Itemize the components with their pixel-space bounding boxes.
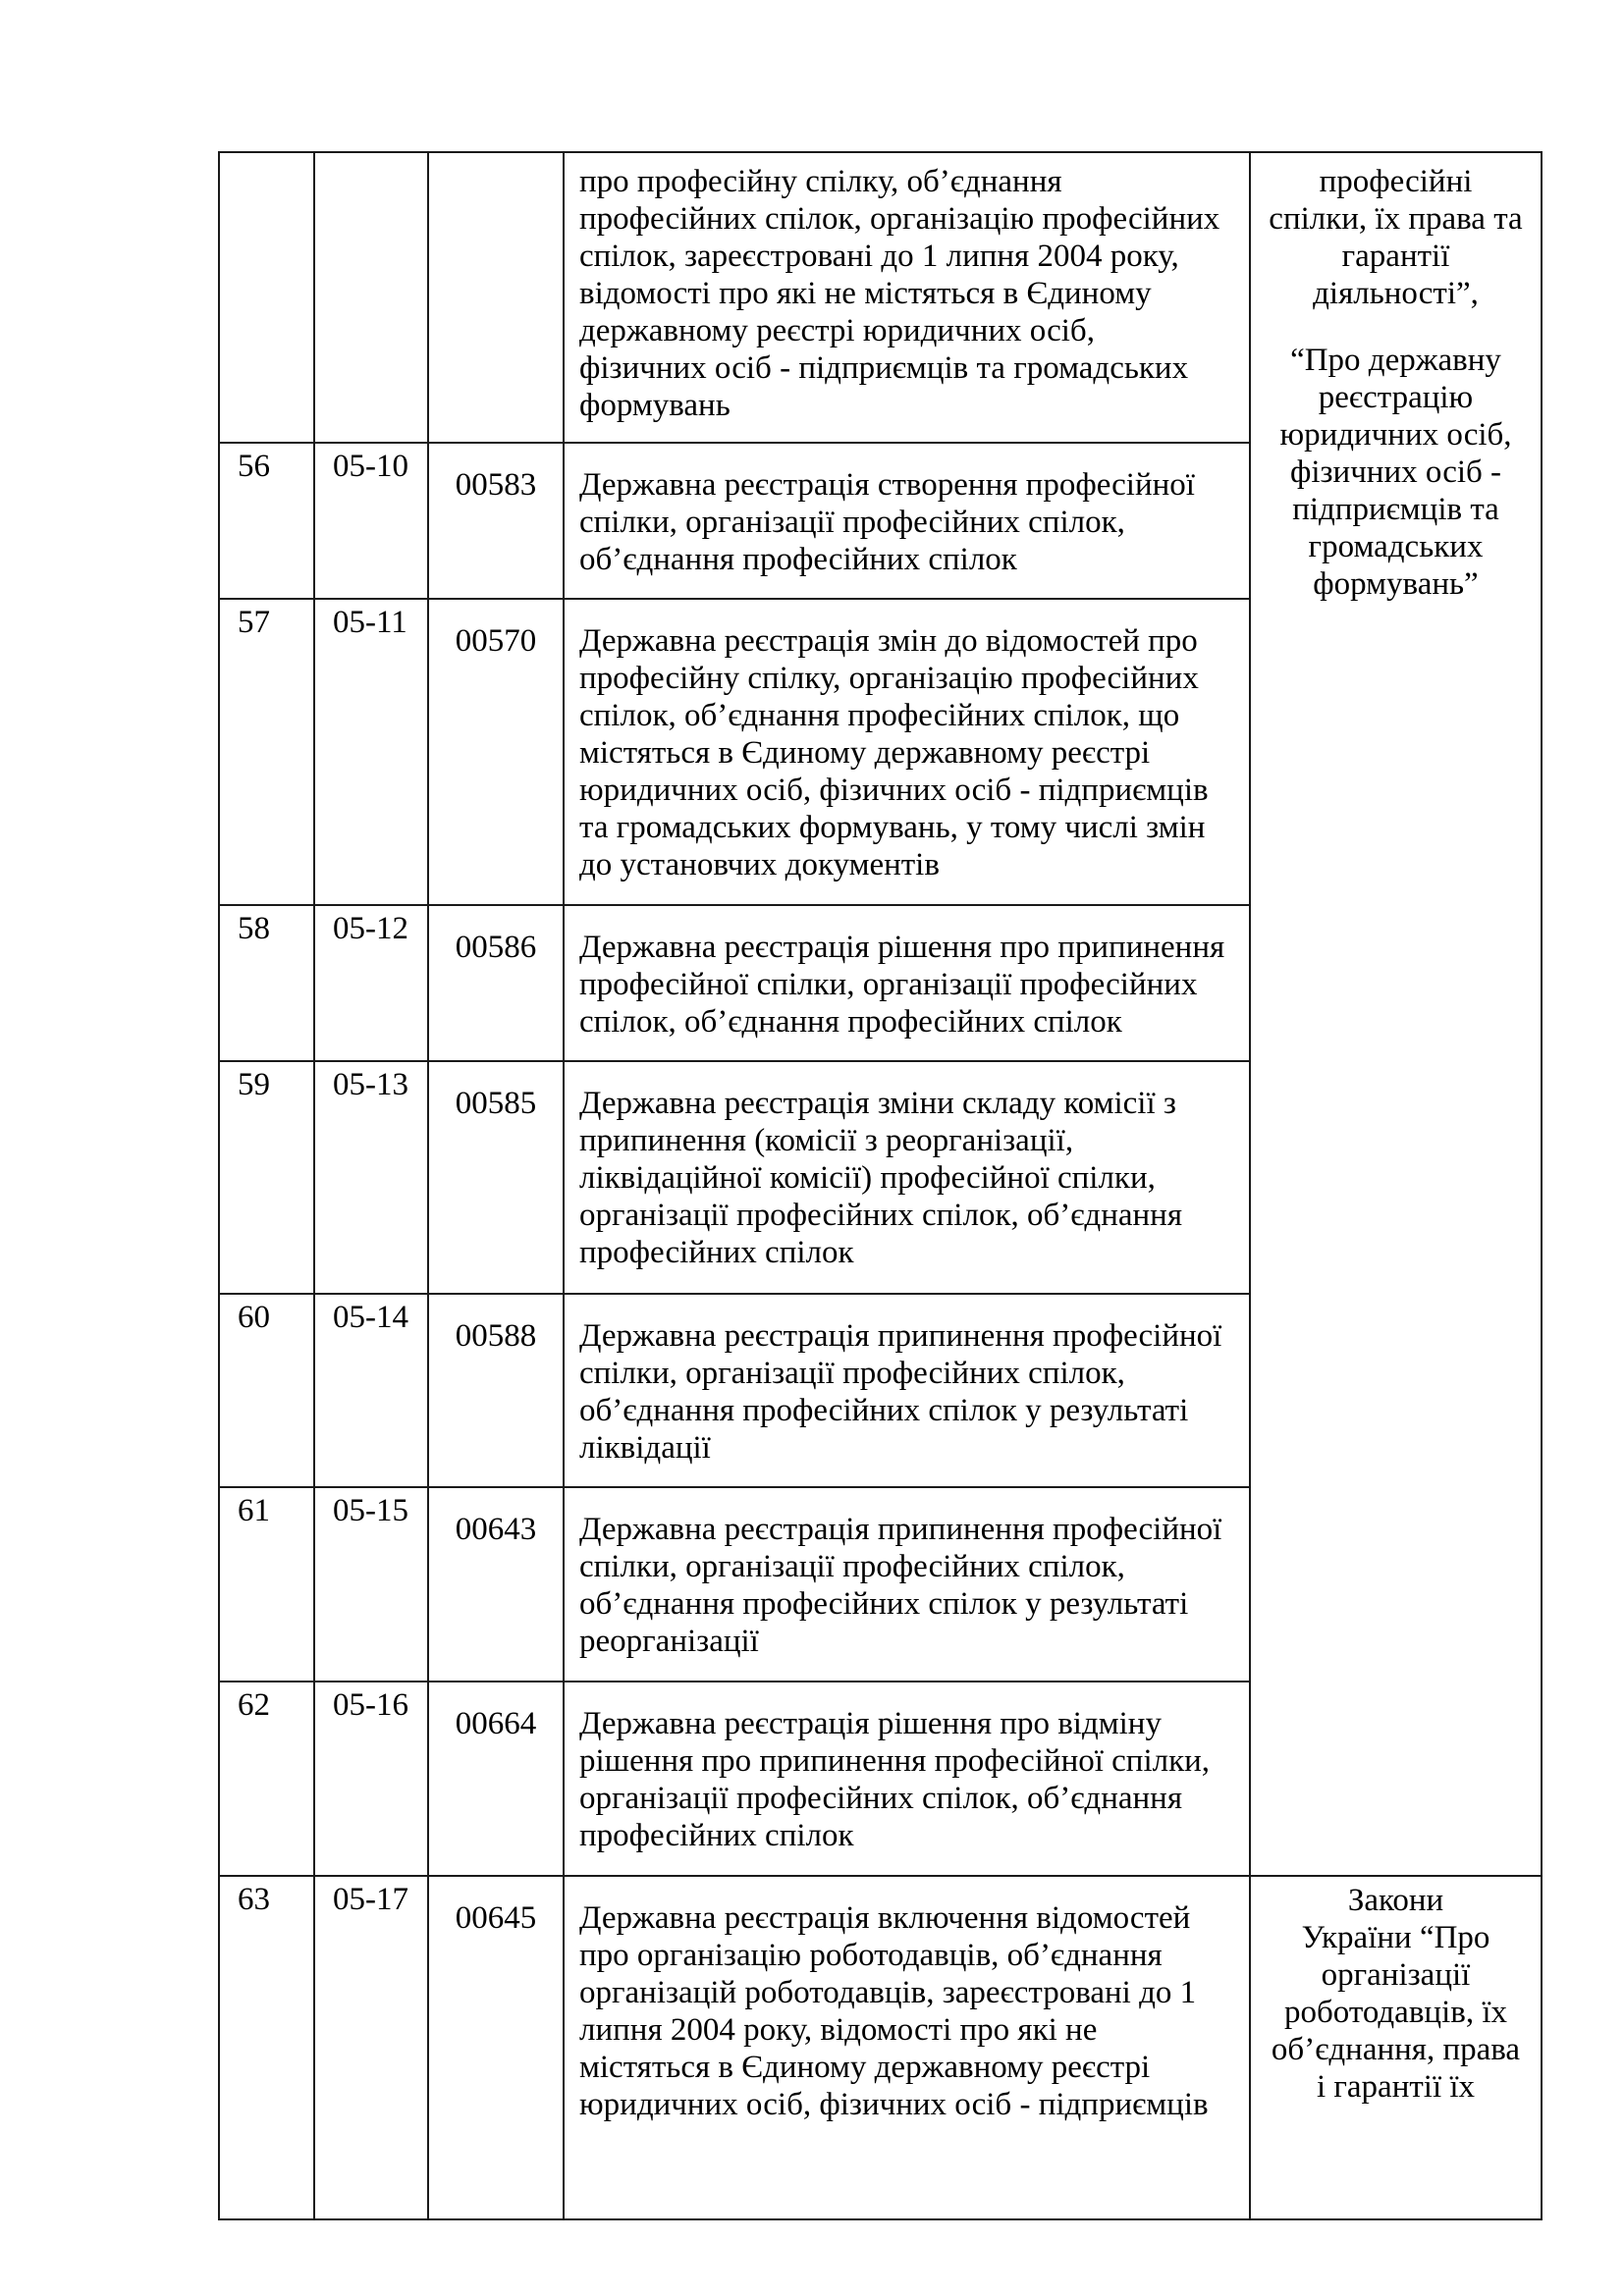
description-line: спілки, організації професійних спілок, xyxy=(579,1356,1125,1391)
description-line: ліквідаційної комісії) професійної спілки, xyxy=(579,1160,1156,1196)
description-line: реорганізації xyxy=(579,1624,759,1659)
description-cell xyxy=(564,1487,1250,1682)
legal-basis-line: організації xyxy=(1321,1957,1471,1993)
description-line: та громадських формувань, у тому числі змін xyxy=(579,810,1206,845)
legal-basis-line: діяльності”, xyxy=(1313,276,1479,311)
description-line: організації професійних спілок, об’єднання xyxy=(579,1781,1183,1816)
legal-basis-line: спілки, їх права та xyxy=(1269,201,1523,237)
description-line: Державна реєстрація змін до відомостей про xyxy=(579,623,1198,659)
legal-basis-line: підприємців та xyxy=(1292,492,1499,527)
legal-basis-line: професійні xyxy=(1319,164,1473,199)
description-line: Державна реєстрація рішення про припинення xyxy=(579,930,1225,965)
services-table xyxy=(218,151,1543,2220)
registry-code-cell xyxy=(314,152,428,443)
description-line: про організацію роботодавців, об’єднання xyxy=(579,1938,1163,1973)
row-number-cell: 60 xyxy=(219,1294,314,1487)
description-line: містяться в Єдиному державному реєстрі xyxy=(579,2050,1151,2085)
table-row xyxy=(219,152,1542,443)
description-line: Державна реєстрація створення професійної xyxy=(579,467,1195,503)
legal-basis-line: і гарантії їх xyxy=(1316,2069,1476,2105)
registry-code-cell: 05-17 xyxy=(314,1876,428,2219)
registry-code-cell: 05-10 xyxy=(314,443,428,599)
description-cell xyxy=(564,1876,1250,2219)
description-cell xyxy=(564,1061,1250,1294)
description-line: професійної спілки, організації професійних xyxy=(579,967,1198,1002)
legal-basis-paragraph xyxy=(1255,163,1537,312)
description-line: професійних спілок xyxy=(579,1235,854,1270)
description-line: припинення (комісії з реорганізації, xyxy=(579,1123,1074,1158)
service-code-cell: 00586 xyxy=(428,905,564,1061)
description-line: Державна реєстрація припинення професійної xyxy=(579,1318,1222,1354)
registry-code-cell: 05-11 xyxy=(314,599,428,905)
legal-basis-line: України “Про xyxy=(1301,1920,1490,1955)
description-line: Державна реєстрація включення відомостей xyxy=(579,1900,1191,1936)
registry-code-cell: 05-12 xyxy=(314,905,428,1061)
legal-basis-line: формувань” xyxy=(1313,566,1479,602)
service-code-cell: 00643 xyxy=(428,1487,564,1682)
description-line: Державна реєстрація припинення професійної xyxy=(579,1512,1222,1547)
registry-code-cell: 05-16 xyxy=(314,1682,428,1876)
service-code-cell: 00588 xyxy=(428,1294,564,1487)
description-line: професійних спілок, організацію професійних xyxy=(579,201,1220,237)
legal-basis-line: роботодавців, їх xyxy=(1284,1995,1507,2030)
description-line: організації професійних спілок, об’єднання xyxy=(579,1198,1183,1233)
description-line: об’єднання професійних спілок xyxy=(579,542,1017,577)
description-line: об’єднання професійних спілок у результаті xyxy=(579,1586,1189,1622)
description-cell xyxy=(564,905,1250,1061)
description-line: ліквідації xyxy=(579,1430,711,1466)
description-line: формувань xyxy=(579,388,731,423)
description-line: організацій роботодавців, зареєстровані до 1 xyxy=(579,1975,1197,2010)
row-number-cell: 56 xyxy=(219,443,314,599)
description-cell xyxy=(564,1294,1250,1487)
description-line: Державна реєстрація рішення про відміну xyxy=(579,1706,1162,1741)
legal-basis-paragraph xyxy=(1255,342,1537,603)
legal-basis-line: фізичних осіб - xyxy=(1289,454,1502,490)
legal-basis-line: Закони xyxy=(1347,1883,1444,1918)
legal-basis-line: гарантії xyxy=(1341,239,1450,274)
description-line: об’єднання професійних спілок у результаті xyxy=(579,1393,1189,1428)
table-row xyxy=(219,1876,1542,2219)
row-number-cell: 58 xyxy=(219,905,314,1061)
service-code-cell: 00664 xyxy=(428,1682,564,1876)
description-line: юридичних осіб, фізичних осіб - підприємців xyxy=(579,2087,1209,2122)
registry-code-cell: 05-15 xyxy=(314,1487,428,1682)
description-line: спілок, об’єднання професійних спілок xyxy=(579,1004,1122,1040)
legal-basis-line: громадських xyxy=(1308,529,1484,564)
description-line: містяться в Єдиному державному реєстрі xyxy=(579,735,1151,771)
legal-basis-cell xyxy=(1250,152,1542,1876)
service-code-cell xyxy=(428,152,564,443)
registry-code-cell: 05-14 xyxy=(314,1294,428,1487)
row-number-cell: 61 xyxy=(219,1487,314,1682)
registry-code-cell: 05-13 xyxy=(314,1061,428,1294)
row-number-cell: 57 xyxy=(219,599,314,905)
description-line: відомості про які не містяться в Єдиному xyxy=(579,276,1152,311)
description-cell xyxy=(564,152,1250,443)
legal-basis-cell xyxy=(1250,1876,1542,2219)
row-number-cell: 62 xyxy=(219,1682,314,1876)
description-line: рішення про припинення професійної спілки, xyxy=(579,1743,1211,1779)
description-line: до установчих документів xyxy=(579,847,940,882)
service-code-cell: 00583 xyxy=(428,443,564,599)
description-cell xyxy=(564,599,1250,905)
legal-basis-paragraph xyxy=(1255,1882,1537,2106)
description-line: професійну спілку, організацію професійних xyxy=(579,661,1199,696)
service-code-cell: 00570 xyxy=(428,599,564,905)
description-line: фізичних осіб - підприємців та громадських xyxy=(579,350,1189,386)
description-line: липня 2004 року, відомості про які не xyxy=(579,2012,1098,2048)
description-cell xyxy=(564,1682,1250,1876)
row-number-cell: 59 xyxy=(219,1061,314,1294)
service-code-cell: 00645 xyxy=(428,1876,564,2219)
description-line: юридичних осіб, фізичних осіб - підприємців xyxy=(579,773,1209,808)
description-line: спілки, організації професійних спілок, xyxy=(579,505,1125,540)
row-number-cell: 63 xyxy=(219,1876,314,2219)
description-line: спілки, організації професійних спілок, xyxy=(579,1549,1125,1584)
description-line: спілок, об’єднання професійних спілок, що xyxy=(579,698,1180,733)
row-number-cell xyxy=(219,152,314,443)
description-line: професійних спілок xyxy=(579,1818,854,1853)
legal-basis-line: реєстрацію xyxy=(1318,380,1474,415)
legal-basis-line: “Про державну xyxy=(1290,343,1501,378)
legal-basis-line: юридичних осіб, xyxy=(1279,417,1512,453)
description-line: спілок, зареєстровані до 1 липня 2004 року, xyxy=(579,239,1179,274)
description-cell xyxy=(564,443,1250,599)
description-line: державному реєстрі юридичних осіб, xyxy=(579,313,1095,348)
service-code-cell: 00585 xyxy=(428,1061,564,1294)
legal-basis-line: об’єднання, права xyxy=(1271,2032,1521,2067)
description-line: про професійну спілку, об’єднання xyxy=(579,164,1062,199)
description-line: Державна реєстрація зміни складу комісії з xyxy=(579,1086,1176,1121)
